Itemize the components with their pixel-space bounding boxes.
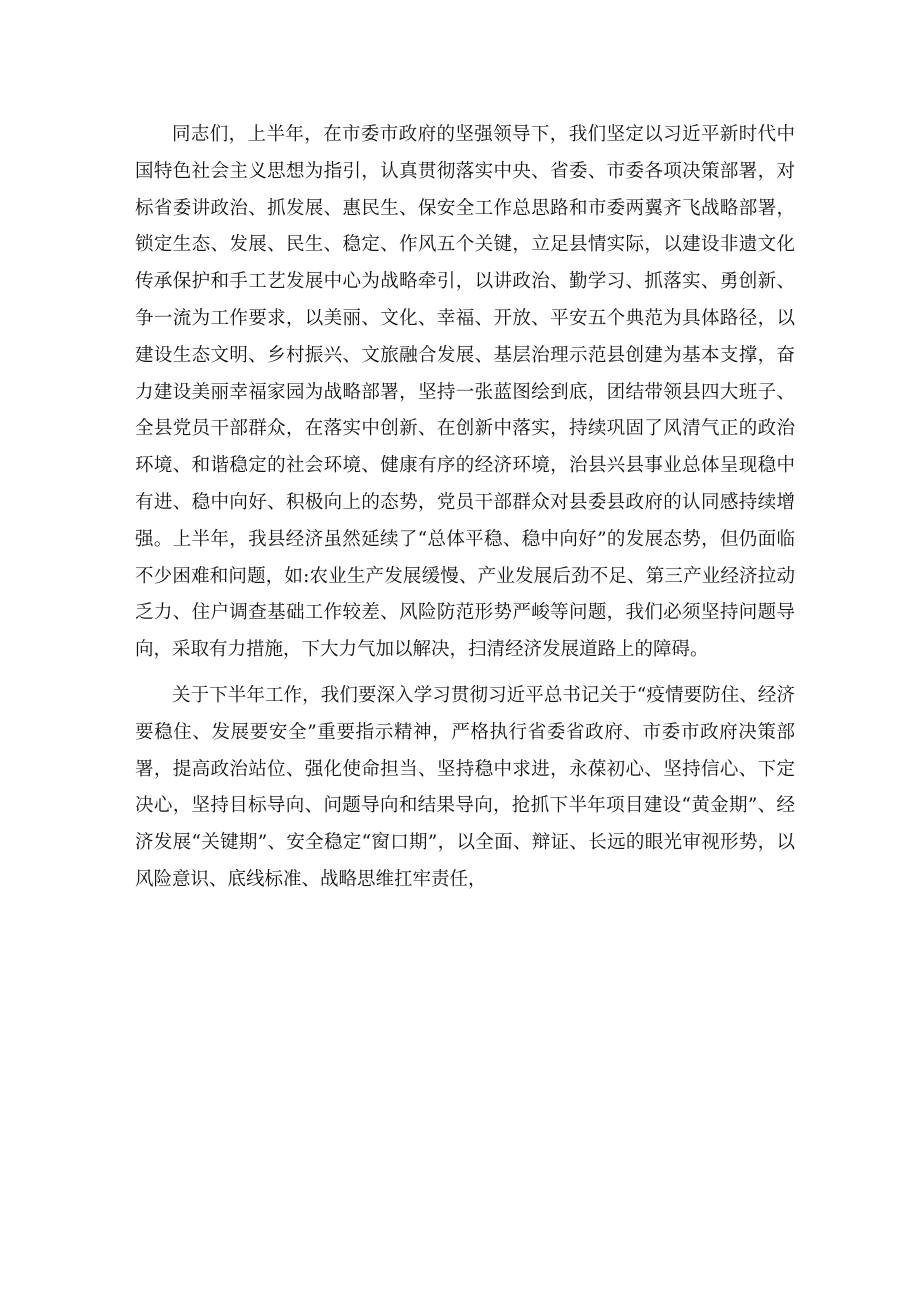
paragraph-first-half-review: 同志们，上半年，在市委市政府的坚强领导下，我们坚定以习近平新时代中国特色社会主义思想为指引，认真贯彻落实中央、省委、市委各项决策部署，对标省委讲政治、抓发展、惠民生、保安全工作总思路和市委两翼齐飞战略部署，锁定生态、发展、民生、稳定、作风五个关键，立足县情实际，以建设非遗文化传承保护和手工艺发展中心为战略牵引，以讲政治、勤学习、抓落实、勇创新、争一流为工作要求，以美丽、文化、幸福、开放、平安五个典范为具体路径，以建设生态文明、乡村振兴、文旅融合发展、基层治理示范县创建为基本支撑，奋力建设美丽幸福家园为战略部署，坚持一张蓝图绘到底，团结带领县四大班子、全县党员干部群众，在落实中创新、在创新中落实，持续巩固了风清气正的政治环境、和谐稳定的社会环境、健康有序的经济环境，治县兴县事业总体呈现稳中有进、稳中向好、积极向上的态势，党员干部群众对县委县政府的认同感持续增强。上半年，我县经济虽然延续了“总体平稳、稳中向好”的发展态势，但仍面临不少困难和问题，如:农业生产发展缓慢、产业发展后劲不足、第三产业经济拉动乏力、住户调查基础工作较差、风险防范形势严峻等问题，我们必须坚持问题导向，采取有力措施，下大力气加以解决，扫清经济发展道路上的障碍。: [135, 124, 795, 661]
paragraph-second-half-work: 关于下半年工作，我们要深入学习贯彻习近平总书记关于“疫情要防住、经济要稳住、发展要安全”重要指示精神，严格执行省委省政府、市委市政府决策部署，提高政治站位、强化使命担当、坚持稳中求进，永葆初心、坚持信心、下定决心，坚持目标导向、问题导向和结果导向，抢抓下半年项目建设“黄金期”、经济发展“关键期”、安全稳定“窗口期”，以全面、辩证、长远的眼光审视形势，以风险意识、底线标准、战略思维扛牢责任，: [135, 684, 795, 890]
document-body: [135, 117, 795, 899]
